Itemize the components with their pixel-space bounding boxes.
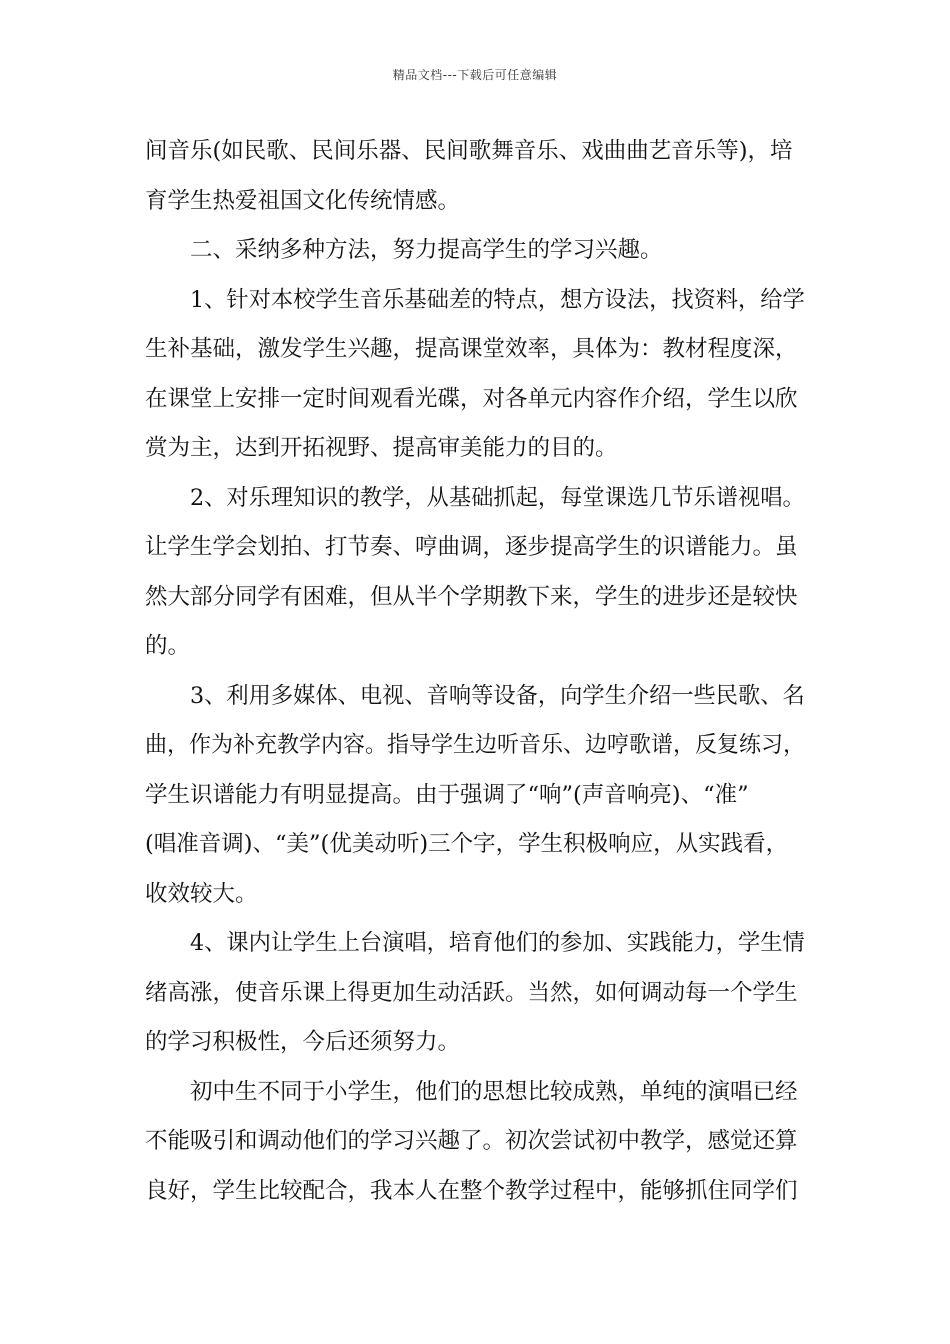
section-heading: 二、采纳多种方法，努力提高学生的学习兴趣。	[190, 237, 663, 263]
body-line: 的学习积极性，今后还须努力。	[145, 1029, 461, 1055]
body-line: 在课堂上安排一定时间观看光碟，对各单元内容作介绍，学生以欣	[145, 386, 798, 412]
body-line: 赏为主，达到开拓视野、提高审美能力的目的。	[145, 435, 618, 461]
body-line: 学生识谱能力有明显提高。由于强调了“响”(声音响亮)、“准”	[145, 782, 749, 808]
body-line: 1、针对本校学生音乐基础差的特点，想方设法，找资料，给学	[190, 287, 805, 313]
body-line: 初中生不同于小学生，他们的思想比较成熟，单纯的演唱已经	[190, 1079, 798, 1105]
body-line: 让学生学会划拍、打节奏、哼曲调，逐步提高学生的识谱能力。虽	[145, 534, 798, 560]
body-line: 2、对乐理知识的教学，从基础抓起，每堂课选几节乐谱视唱。	[190, 485, 805, 511]
body-line: 不能吸引和调动他们的学习兴趣了。初次尝试初中教学，感觉还算	[145, 1128, 798, 1154]
page-header: 精品文档---下载后可任意编辑	[392, 68, 558, 82]
body-line: 绪高涨，使音乐课上得更加生动活跃。当然，如何调动每一个学生	[145, 980, 798, 1006]
body-line: 良好，学生比较配合，我本人在整个教学过程中，能够抓住同学们	[145, 1178, 798, 1204]
body-line: 3、利用多媒体、电视、音响等设备，向学生介绍一些民歌、名	[190, 683, 805, 709]
body-line: (唱准音调)、“美”(优美动听)三个字，学生积极响应，从实践看，	[145, 831, 789, 857]
body-line: 然大部分同学有困难，但从半个学期教下来，学生的进步还是较快	[145, 584, 798, 610]
body-line: 曲，作为补充教学内容。指导学生边听音乐、边哼歌谱，反复练习，	[145, 732, 806, 758]
body-line: 生补基础，激发学生兴趣，提高课堂效率，具体为：教材程度深，	[145, 336, 798, 362]
body-line: 收效较大。	[145, 881, 258, 907]
body-line: 4、课内让学生上台演唱，培育他们的参加、实践能力，学生情	[190, 930, 805, 956]
body-line: 的。	[145, 633, 191, 659]
body-line: 间音乐(如民歌、民间乐器、民间歌舞音乐、戏曲曲艺音乐等)，培	[145, 138, 793, 164]
body-line: 育学生热爱祖国文化传统情感。	[145, 188, 461, 214]
